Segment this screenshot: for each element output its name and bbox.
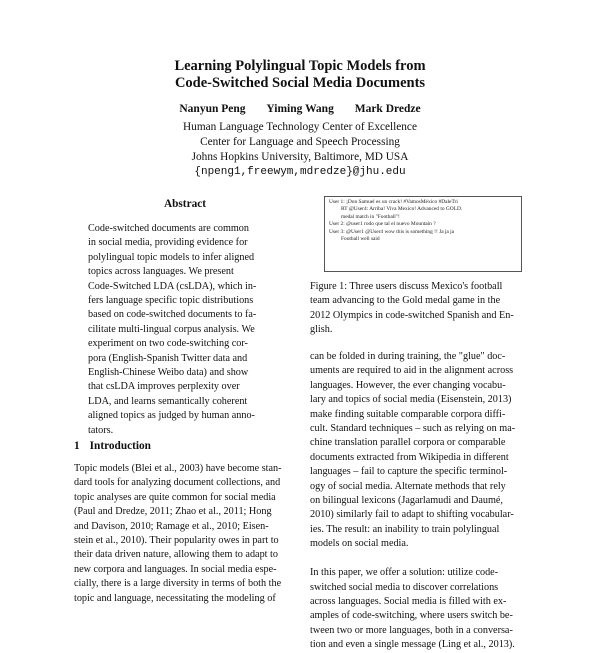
body-text-line: on bilingual lexicons (Jagarlamudi and Daumé,	[310, 495, 503, 507]
body-text-line: languages – fail to capture the specific terminol-	[310, 466, 508, 478]
paper-title	[0, 58, 600, 92]
body-text-line: cult. Standard techniques – such as relying on ma-	[310, 423, 516, 435]
affiliation-line: Johns Hopkins University, Baltimore, MD USA	[191, 151, 409, 163]
abstract-line: fers language specific topic distributions	[88, 295, 254, 307]
abstract-body	[88, 222, 282, 438]
body-text-line	[310, 552, 532, 566]
body-text-line: stein et al., 2010). Their popularity owes in part to	[74, 535, 279, 547]
body-text-line: documents extracted from Wikipedia in different	[310, 451, 509, 463]
body-text-line: In this paper, we offer a solution: utilize code-	[310, 567, 499, 579]
author-list	[0, 103, 600, 115]
body-text-line: across languages. Social media is filled with ex-	[310, 595, 507, 607]
abstract-line: based on code-switched documents to fa-	[88, 309, 257, 321]
abstract-line: cilitate multi-lingual corpus analysis. We	[88, 323, 255, 335]
body-text-line: tween two or more languages, both in a conversa-	[310, 624, 513, 636]
section-number: 1	[74, 440, 80, 452]
abstract-line: English-Chinese Weibo data) and show	[88, 367, 249, 379]
figure-tweet-line: User 3: @User1 @User4 wow this is something !! Ja ja ja	[329, 228, 455, 235]
body-text-line: their data driven nature, allowing them to adapt to	[74, 549, 278, 561]
affiliation-line: Center for Language and Speech Processing	[200, 136, 400, 148]
body-text-line: Topic models (Blei et al., 2003) have become stan-	[74, 463, 282, 474]
affiliation-block	[0, 120, 600, 180]
abstract-line: polylingual topic models to infer aligned	[88, 251, 255, 263]
abstract-line: that csLDA improves perplexity over	[88, 381, 240, 393]
body-text-line: chine translation parallel corpora or comparable	[310, 437, 506, 449]
figure-tweet-line: RT @User4: Arriba! Viva Mexico! Advanced to GOLD.	[341, 206, 463, 213]
abstract-line: tators.	[88, 424, 114, 436]
title-line-2: Code-Switched Social Media Documents	[174, 75, 426, 91]
body-text-line: dard tools for analyzing document collections, and	[74, 477, 281, 489]
body-text-line: switched social media to discover correlations	[310, 581, 499, 593]
body-text-line: models on social media.	[310, 538, 409, 550]
abstract-line: Code-Switched LDA (csLDA), which in-	[88, 280, 257, 292]
body-text-line: cially, there is a large diversity in terms of both the	[74, 578, 282, 590]
figure-tweet-line: User 1: ¡Don Samuel es un crack! #VamosMéxico #DaleTri	[329, 199, 458, 205]
section-title: Introduction	[89, 440, 151, 452]
abstract-line: aligned topics as judged by human anno-	[88, 410, 255, 422]
author-name: Mark Dredze	[354, 103, 421, 115]
abstract-line: in social media, providing evidence for	[88, 237, 248, 249]
figure-tweet-line: medal match in "Football"!	[341, 213, 400, 220]
body-text-line: ogy of social media. Alternate methods that rely	[310, 480, 506, 492]
author-name: Nanyun Peng	[179, 103, 246, 115]
body-text-line: languages. However, the ever changing vocabu-	[310, 379, 506, 391]
body-text-line: can be folded in during training, the "glue" doc-	[310, 351, 506, 362]
body-text-line: (Paul and Dredze, 2011; Zhao et al., 2011; Hong	[74, 506, 272, 518]
body-text-line: amples of code-switching, where users switch be-	[310, 610, 513, 622]
figure-1-box	[324, 196, 522, 272]
body-text-line: topic and language, necessitating the modeling of	[74, 592, 276, 604]
abstract-line: pora (English-Spanish Twitter data and	[88, 352, 248, 364]
author-emails: {npeng1,freewym,mdredze}@jhu.edu	[194, 166, 406, 178]
body-text-line: uments are required to aid in the alignment across	[310, 365, 514, 377]
caption-line: Figure 1: Three users discuss Mexico's football	[310, 281, 503, 292]
caption-line: 2012 Olympics in code-switched Spanish and En-	[310, 309, 514, 321]
abstract-heading: Abstract	[163, 198, 207, 210]
abstract-line: Code-switched documents are common	[88, 223, 249, 234]
abstract-line: experiment on two code-switching cor-	[88, 338, 248, 350]
figure-tweet-line: Football well said	[341, 236, 380, 243]
caption-line: team advancing to the Gold medal game in the	[310, 295, 501, 307]
figure-tweet-line: User 2: @user1 rodo que tal el nuevo Mountain ?	[329, 221, 436, 228]
body-text-line: topic analyses are quite common for social media	[74, 491, 276, 503]
section-heading	[74, 440, 151, 452]
caption-line: glish.	[310, 324, 333, 336]
body-text-line: make finding suitable comparable corpora diffi-	[310, 408, 506, 420]
affiliation-line: Human Language Technology Center of Excellence	[183, 121, 417, 133]
author-name: Yiming Wang	[266, 103, 334, 115]
abstract-line: LDA, and learns semantically coherent	[88, 395, 248, 407]
body-text-line: 2010) similarly fail to adapt to shifting vocabular-	[310, 509, 514, 521]
figure-1-caption	[310, 280, 532, 338]
abstract-line: topics across languages. We present	[88, 266, 234, 278]
right-column-body	[310, 350, 532, 653]
body-text-line: tion and even a single message (Ling et al., 2013).	[310, 639, 515, 651]
body-text-line: lary and topics of social media (Eisenstein, 2013)	[310, 394, 512, 406]
body-text-line: new corpora and languages. In social media espe-	[74, 563, 277, 575]
body-text-line: and Davison, 2010; Ramage et al., 2010; Eisen-	[74, 520, 269, 532]
body-text-line: ies. The result: an inability to train polylingual	[310, 523, 500, 535]
title-line-1: Learning Polylingual Topic Models from	[174, 58, 426, 74]
introduction-body	[74, 462, 296, 606]
